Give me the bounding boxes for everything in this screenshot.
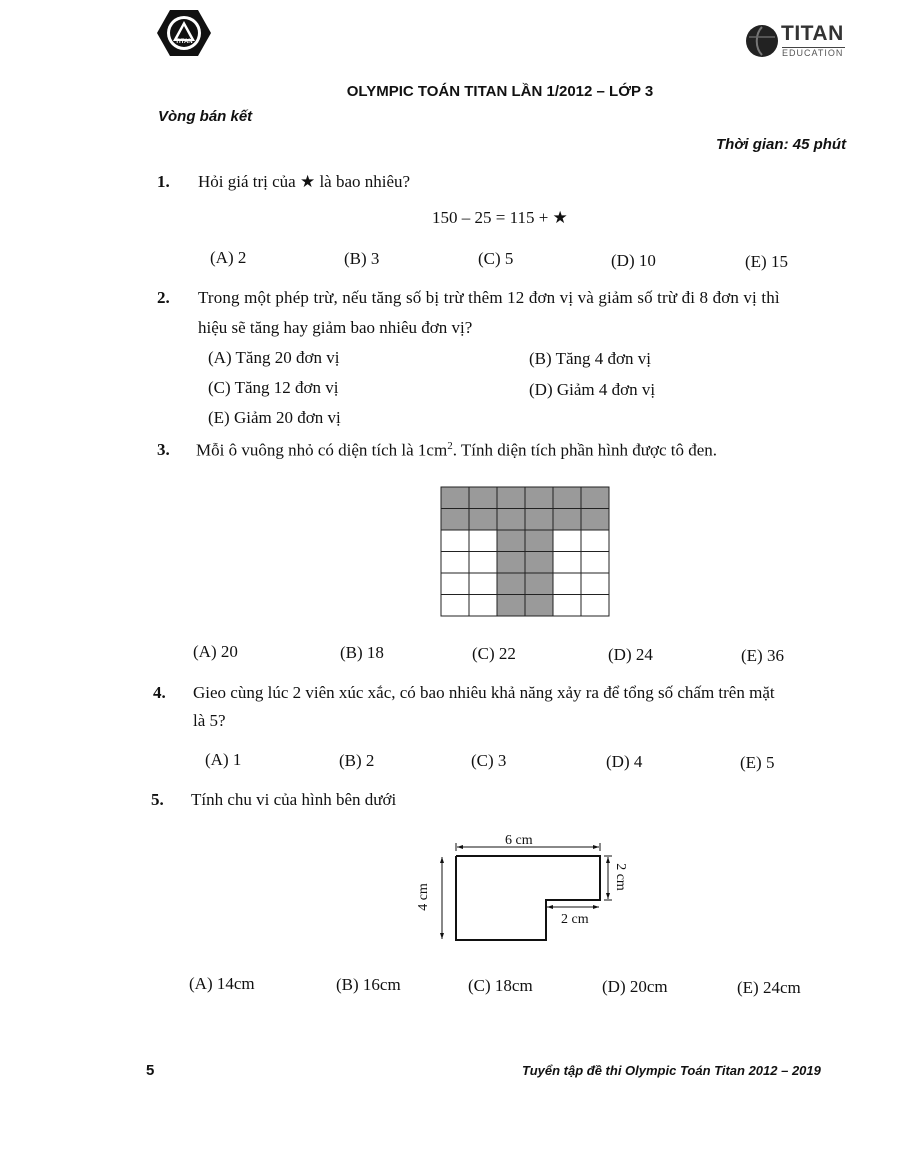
q1-text: Hỏi giá trị của ★ là bao nhiêu? [198, 172, 411, 191]
grid-cell [441, 595, 469, 617]
q5-option-a[interactable]: (A) 14cm [189, 974, 255, 993]
grid-cell-shaded [525, 573, 553, 595]
grid-cell-shaded [469, 509, 497, 531]
q5-option-c[interactable]: (C) 18cm [468, 976, 533, 995]
q1-option-c[interactable]: (C) 5 [478, 249, 514, 268]
q3-number: 3. [157, 440, 170, 459]
grid-cell [441, 552, 469, 574]
grid-cell-shaded [525, 595, 553, 617]
q1-equation: 150 – 25 = 115 + ★ [432, 208, 568, 227]
q5-figure [415, 830, 640, 960]
q3-option-c[interactable]: (C) 22 [472, 644, 516, 663]
grid-cell [441, 573, 469, 595]
q1-number: 1. [157, 172, 170, 191]
q4-line2: là 5? [193, 711, 226, 730]
grid-cell [553, 530, 581, 552]
grid-cell [469, 595, 497, 617]
left-logo [156, 8, 212, 58]
right-logo-brand: TITAN [781, 22, 844, 45]
grid-cell-shaded [525, 552, 553, 574]
right-logo [745, 22, 855, 58]
q3-option-a[interactable]: (A) 20 [193, 642, 238, 661]
grid-cell-shaded [497, 530, 525, 552]
q5-option-e[interactable]: (E) 24cm [737, 978, 801, 997]
q2-option-c[interactable]: (C) Tăng 12 đơn vị [208, 378, 339, 397]
titan-globe-icon [745, 24, 779, 58]
grid-cell-shaded [469, 487, 497, 509]
q1-option-e[interactable]: (E) 15 [745, 252, 788, 271]
grid-cell-shaded [525, 530, 553, 552]
titan-shield-icon [156, 8, 212, 58]
grid-cell [553, 573, 581, 595]
grid-cell [553, 595, 581, 617]
q5-option-b[interactable]: (B) 16cm [336, 975, 401, 994]
q5-dim-top: 6 cm [505, 833, 533, 848]
grid-cell [553, 552, 581, 574]
grid-cell [581, 595, 609, 617]
grid-cell-shaded [497, 552, 525, 574]
grid-cell-shaded [581, 487, 609, 509]
grid-cell-shaded [581, 509, 609, 531]
grid-cell-shaded [497, 573, 525, 595]
grid-cell [581, 530, 609, 552]
q2-option-e[interactable]: (E) Giảm 20 đơn vị [208, 408, 341, 427]
l-shape-figure [420, 830, 640, 960]
grid-cell-shaded [497, 487, 525, 509]
time-label: Thời gian: 45 phút [716, 136, 847, 153]
q3-grid-figure [440, 486, 611, 617]
grid-cell-shaded [525, 487, 553, 509]
grid-cell [581, 573, 609, 595]
q5-dim-left: 4 cm [415, 883, 431, 911]
q3-text-sup: 2 [447, 440, 453, 452]
q3-text-pre: Mỗi ô vuông nhỏ có diện tích là 1cm [196, 440, 448, 460]
grid-cell [581, 552, 609, 574]
q5-dim-step: 2 cm [561, 912, 589, 927]
q4-option-d[interactable]: (D) 4 [606, 752, 643, 771]
grid-cell [441, 530, 469, 552]
q3-option-d[interactable]: (D) 24 [608, 645, 653, 664]
q1-option-b[interactable]: (B) 3 [344, 249, 380, 268]
q3-option-b[interactable]: (B) 18 [340, 643, 384, 662]
q2-line1: Trong một phép trừ, nếu tăng số bị trừ thêm 12 đơn vị và giảm số trừ đi 8 đơn vị thì [198, 288, 780, 307]
book-title: Tuyển tập đề thi Olympic Toán Titan 2012 – 2019 [522, 1063, 821, 1078]
grid-cell-shaded [497, 595, 525, 617]
grid-cell-shaded [441, 509, 469, 531]
q2-option-a[interactable]: (A) Tăng 20 đơn vị [208, 348, 340, 367]
q3-option-e[interactable]: (E) 36 [741, 646, 784, 665]
grid-cell-shaded [525, 509, 553, 531]
q3-text [196, 440, 717, 461]
grid-cell [469, 573, 497, 595]
grid-cell-shaded [497, 509, 525, 531]
q1-option-d[interactable]: (D) 10 [611, 251, 656, 270]
left-logo-text: TITAN [175, 39, 193, 45]
q4-line1: Gieo cùng lúc 2 viên xúc xắc, có bao nhiêu khả năng xảy ra để tổng số chấm trên mặt [193, 683, 775, 702]
q4-number: 4. [153, 683, 166, 702]
round-label: Vòng bán kết [158, 108, 253, 125]
page-number: 5 [146, 1062, 155, 1079]
q4-option-b[interactable]: (B) 2 [339, 751, 375, 770]
grid-cell-shaded [553, 487, 581, 509]
q4-option-e[interactable]: (E) 5 [740, 753, 775, 772]
q2-line2: hiệu sẽ tăng hay giảm bao nhiêu đơn vị? [198, 318, 473, 337]
q5-dim-right: 2 cm [612, 863, 628, 891]
grid-cell-shaded [441, 487, 469, 509]
grid-cell-shaded [553, 509, 581, 531]
q3-text-post: . Tính diện tích phần hình được tô đen. [452, 440, 718, 460]
q4-option-a[interactable]: (A) 1 [205, 750, 242, 769]
q5-option-d[interactable]: (D) 20cm [602, 977, 668, 996]
q5-number: 5. [151, 790, 164, 809]
q2-option-d[interactable]: (D) Giảm 4 đơn vị [529, 380, 656, 399]
q2-option-b[interactable]: (B) Tăng 4 đơn vị [529, 349, 651, 368]
page-title: OLYMPIC TOÁN TITAN LẦN 1/2012 – LỚP 3 [346, 83, 654, 100]
q4-option-c[interactable]: (C) 3 [471, 751, 507, 770]
grid-cell [469, 530, 497, 552]
right-logo-sub: EDUCATION [782, 48, 844, 58]
q5-text: Tính chu vi của hình bên dưới [191, 790, 397, 809]
q1-option-a[interactable]: (A) 2 [210, 248, 247, 267]
q2-number: 2. [157, 288, 170, 307]
grid-cell [469, 552, 497, 574]
